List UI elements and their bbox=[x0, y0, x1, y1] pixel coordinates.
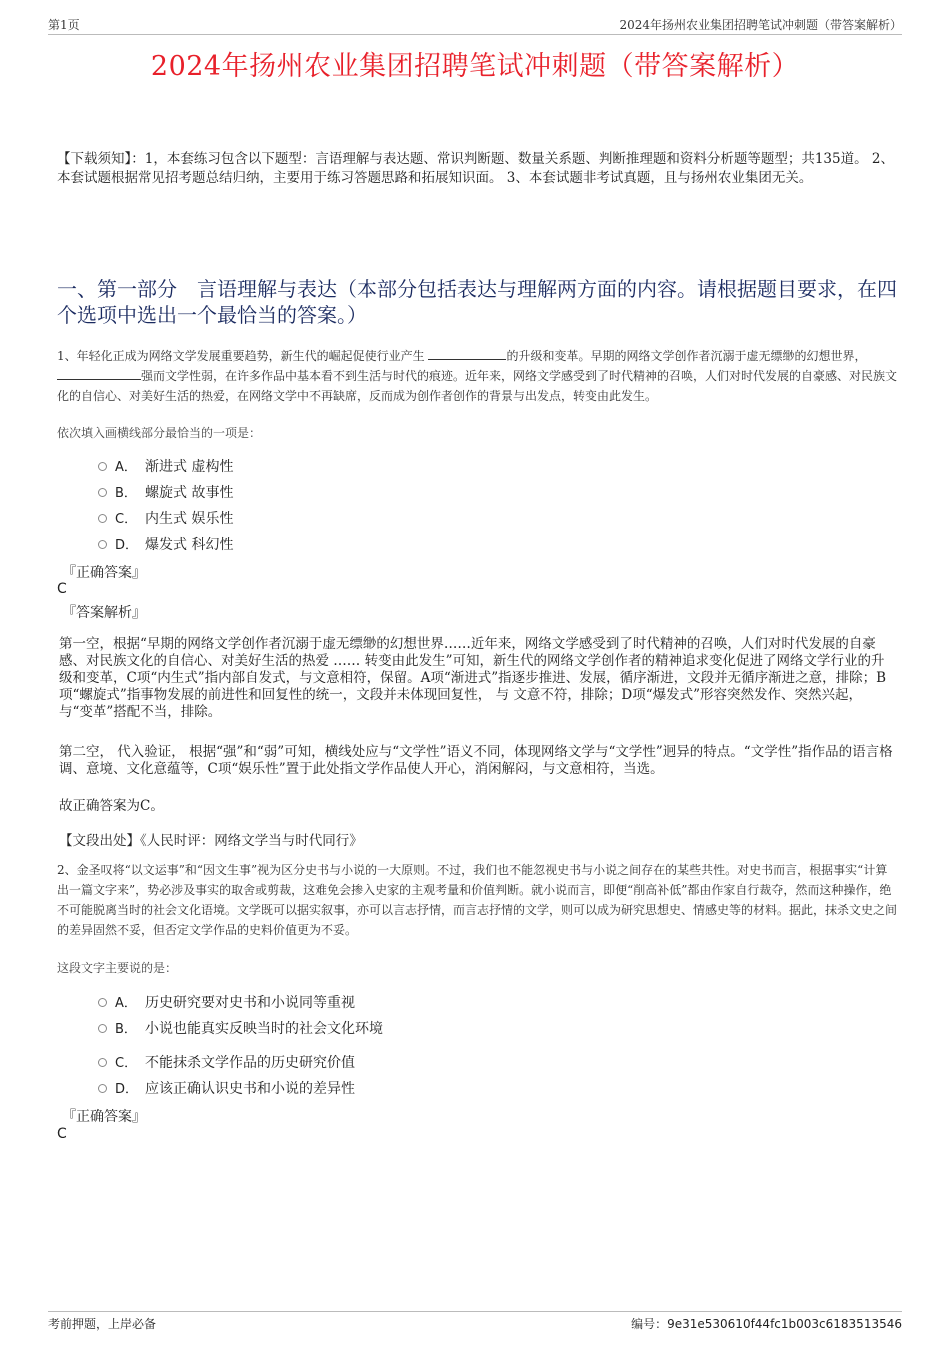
header-doc-title: 2024年扬州农业集团招聘笔试冲刺题（带答案解析） bbox=[619, 18, 902, 32]
radio-icon[interactable] bbox=[98, 1058, 107, 1067]
q1-answer-label: 『正确答案』 bbox=[62, 565, 146, 581]
q2-option-d[interactable]: D． 应该正确认识史书和小说的差异性 bbox=[98, 1078, 355, 1098]
q1-option-c[interactable]: C． 内生式 娱乐性 bbox=[98, 508, 233, 528]
radio-icon[interactable] bbox=[98, 514, 107, 523]
q1-analysis-paragraph-2: 第二空， 代入验证， 根据“强”和“弱”可知，横线处应与“文学性”语义不同，体现网络文学与“文学性”迥异的特点。“文学性”指作品的语言格调、意境、文化意蕴等，C项“娱乐性”置于此处指文学作品使人开心，消闲解闷，与文意相符，当选。 bbox=[59, 744, 893, 777]
blank-1 bbox=[428, 347, 506, 360]
q1-source: 【文段出处】《人民时评：网络文学当与时代同行》 bbox=[59, 833, 363, 849]
question-1-passage: 1、年轻化正成为网络文学发展重要趋势，新生代的崛起促使行业产生 的升级和变革。早期的网络文学创作者沉溺于虚无缥缈的幻想世界， 强而文学性弱，在许多作品中基本看不到生活与时代的痕迹。近年来，网络文学感受到了时代精神的召唤，人们对时代发展的自豪感、对民族文化的自信心、对美好生活的热爱，在网络文学中不再缺席，反而成为创作者创作的背景与出发点，转变由此发生。 bbox=[57, 349, 898, 403]
radio-icon[interactable] bbox=[98, 462, 107, 471]
page-title: 2024年扬州农业集团招聘笔试冲刺题（带答案解析） bbox=[150, 51, 800, 82]
radio-icon[interactable] bbox=[98, 1024, 107, 1033]
q1-analysis-label: 『答案解析』 bbox=[62, 605, 146, 621]
radio-icon[interactable] bbox=[98, 488, 107, 497]
page-number: 第1页 bbox=[48, 18, 80, 32]
q2-answer-label: 『正确答案』 bbox=[62, 1109, 146, 1125]
q1-option-d[interactable]: D． 爆发式 科幻性 bbox=[98, 534, 233, 554]
page-header bbox=[48, 16, 902, 35]
q2-option-c[interactable]: C． 不能抹杀文学作品的历史研究价值 bbox=[98, 1052, 355, 1072]
section-heading: 一、第一部分 言语理解与表达（本部分包括表达与理解两方面的内容。请根据题目要求，在四个选项中选出一个最恰当的答案。） bbox=[57, 277, 897, 327]
q2-answer: C bbox=[57, 1126, 67, 1142]
q2-option-b[interactable]: B． 小说也能真实反映当时的社会文化环境 bbox=[98, 1018, 383, 1038]
page-footer bbox=[48, 1311, 902, 1333]
radio-icon[interactable] bbox=[98, 998, 107, 1007]
blank-2 bbox=[57, 367, 141, 380]
question-1-prompt: 依次填入画横线部分最恰当的一项是： bbox=[57, 426, 262, 440]
footer-code: 编号：9e31e530610f44fc1b003c6183513546 bbox=[631, 1317, 902, 1331]
q1-option-b[interactable]: B． 螺旋式 故事性 bbox=[98, 482, 233, 502]
download-notice: 【下载须知】：1，本套练习包含以下题型：言语理解与表达题、常识判断题、数量关系题、判断推理题和资料分析题等题型；共135道。 2、本套试题根据常见招考题总结归纳，主要用于练习答题思路和拓展知识面。 3、本套试题非考试真题，且与扬州农业集团无关。 bbox=[57, 151, 894, 186]
q1-analysis-paragraph-1: 第一空，根据“早期的网络文学创作者沉溺于虚无缥缈的幻想世界……近年来，网络文学感受到了时代精神的召唤，人们对时代发展的自豪感、对民族文化的自信心、对美好生活的热爱 …… 转变由此发生”可知，新生代的网络文学创作者的精神追求变化促进了网络文学行业的升级和变革，C项“内生式”指内部自发式，与文意相符，保留。A项“渐进式”指逐步推进、发展，循序渐进，文段并无循序渐进之意，排除；B项“螺旋式”指事物发展的前进性和回复性的统一，文段并未体现回复性， 与 文意不符，排除；D项“爆发式”形容突然发作、突然兴起，与“变革”搭配不当，排除。 bbox=[59, 636, 887, 720]
q2-option-a[interactable]: A． 历史研究要对史书和小说同等重视 bbox=[98, 992, 355, 1012]
q1-answer: C bbox=[57, 581, 67, 597]
q1-option-a[interactable]: A． 渐进式 虚构性 bbox=[98, 456, 233, 476]
question-2-passage: 2、金圣叹将“以文运事”和“因文生事”视为区分史书与小说的一大原则。不过，我们也不能忽视史书与小说之间存在的某些共性。对史书而言，根据事实“计算出一篇文字来”，势必涉及事实的取舍或剪裁，这难免会掺入史家的主观考量和价值判断。就小说而言，即便“削高补低”都由作家自行裁夺，然而这种操作，绝不可能脱离当时的社会文化语境。文学既可以据实叙事，亦可以言志抒情，而言志抒情的文学，则可以成为研究思想史、情感史等的材料。据此，抹杀文史之间的差异固然不妥，但否定文学作品的史料价值更为不妥。 bbox=[57, 863, 898, 937]
footer-slogan: 考前押题，上岸必备 bbox=[48, 1317, 157, 1331]
radio-icon[interactable] bbox=[98, 1084, 107, 1093]
question-2-prompt: 这段文字主要说的是： bbox=[57, 961, 178, 975]
radio-icon[interactable] bbox=[98, 540, 107, 549]
q1-conclusion: 故正确答案为C。 bbox=[59, 798, 164, 814]
